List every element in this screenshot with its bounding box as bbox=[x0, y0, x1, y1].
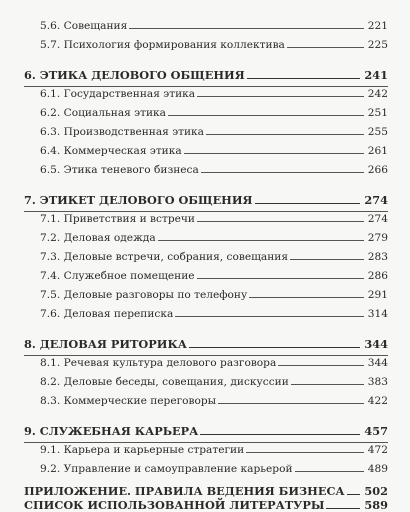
leader-line bbox=[278, 364, 363, 366]
toc-entry-page: 221 bbox=[367, 20, 388, 32]
toc-entry-title: 9.2. Управление и самоуправление карьерой bbox=[40, 463, 293, 475]
section-rule bbox=[24, 355, 388, 356]
toc-entry bbox=[40, 126, 388, 138]
toc-entry bbox=[40, 145, 388, 157]
leader-line bbox=[197, 277, 364, 279]
toc-entry-page: 383 bbox=[367, 376, 388, 388]
toc-entry-title: 6.5. Этика теневого бизнеса bbox=[40, 164, 199, 176]
toc-entry bbox=[40, 251, 388, 263]
toc-entry-title: 7.6. Деловая переписка bbox=[40, 308, 174, 320]
toc-entry-page: 422 bbox=[367, 395, 388, 407]
toc-entry bbox=[40, 395, 388, 407]
toc-entry bbox=[40, 88, 388, 100]
leader-line bbox=[168, 114, 364, 116]
toc-chapter-title: 7. ЭТИКЕТ ДЕЛОВОГО ОБЩЕНИЯ bbox=[24, 193, 253, 207]
toc-bibliography-entry bbox=[24, 498, 388, 512]
toc-entry bbox=[40, 39, 388, 51]
toc-entry-title: 7.1. Приветствия и встречи bbox=[40, 213, 195, 225]
toc-appendix-entry bbox=[24, 484, 388, 498]
toc-entry bbox=[40, 289, 388, 301]
toc-entry-page: 261 bbox=[367, 145, 388, 157]
section-rule bbox=[24, 86, 388, 87]
toc-entry-title: 7.2. Деловая одежда bbox=[40, 232, 156, 244]
leader-line bbox=[246, 451, 364, 453]
toc-entry-title: 7.5. Деловые разговоры по телефону bbox=[40, 289, 248, 301]
toc-entry-page: 274 bbox=[367, 213, 388, 225]
leader-line bbox=[206, 133, 364, 135]
toc-entry bbox=[40, 444, 388, 456]
toc-entry-title: 6.3. Производственная этика bbox=[40, 126, 204, 138]
toc-chapter-page: 274 bbox=[364, 193, 388, 207]
toc-chapter-entry bbox=[24, 193, 388, 207]
leader-line bbox=[197, 95, 364, 97]
toc-entry-page: 225 bbox=[367, 39, 388, 51]
toc-entry-page: 242 bbox=[367, 88, 388, 100]
toc-entry bbox=[40, 232, 388, 244]
toc-entry-title: 9.1. Карьера и карьерные стратегии bbox=[40, 444, 245, 456]
toc-chapter-title: ПРИЛОЖЕНИЕ. ПРАВИЛА ВЕДЕНИЯ БИЗНЕСА bbox=[24, 484, 345, 498]
toc-chapter-page: 457 bbox=[364, 424, 388, 438]
leader-line bbox=[347, 493, 361, 495]
toc-entry-page: 291 bbox=[367, 289, 388, 301]
toc-entry-page: 489 bbox=[367, 463, 388, 475]
leader-line bbox=[200, 433, 360, 435]
toc-chapter-page: 241 bbox=[364, 68, 388, 82]
toc-entry bbox=[40, 308, 388, 320]
toc-entry-page: 279 bbox=[367, 232, 388, 244]
leader-line bbox=[290, 258, 364, 260]
toc-entry bbox=[40, 463, 388, 475]
toc-entry-page: 251 bbox=[367, 107, 388, 119]
leader-line bbox=[184, 152, 364, 154]
toc-entry bbox=[40, 376, 388, 388]
leader-line bbox=[249, 296, 364, 298]
toc-entry-title: 6.1. Государственная этика bbox=[40, 88, 196, 100]
leader-line bbox=[175, 315, 363, 317]
leader-line bbox=[189, 346, 360, 348]
toc-chapter-title: 6. ЭТИКА ДЕЛОВОГО ОБЩЕНИЯ bbox=[24, 68, 245, 82]
toc-entry-page: 286 bbox=[367, 270, 388, 282]
leader-line bbox=[326, 507, 360, 509]
toc-chapter-page: 344 bbox=[364, 337, 388, 351]
toc-entry-title: 8.3. Коммерческие переговоры bbox=[40, 395, 217, 407]
toc-entry-title: 7.3. Деловые встречи, собрания, совещания bbox=[40, 251, 289, 263]
toc-entry-title: 6.2. Социальная этика bbox=[40, 107, 166, 119]
toc-chapter-entry bbox=[24, 68, 388, 82]
toc-chapter-entry bbox=[24, 424, 388, 438]
toc-entry-title: 5.6. Совещания bbox=[40, 20, 128, 32]
toc-entry bbox=[40, 213, 388, 225]
toc-entry-page: 314 bbox=[367, 308, 388, 320]
leader-line bbox=[255, 202, 361, 204]
leader-line bbox=[197, 220, 364, 222]
toc-entry-page: 255 bbox=[367, 126, 388, 138]
toc-entry-title: 8.1. Речевая культура делового разговора bbox=[40, 357, 277, 369]
toc-entry bbox=[40, 357, 388, 369]
toc-entry-page: 266 bbox=[367, 164, 388, 176]
toc-chapter-title: 8. ДЕЛОВАЯ РИТОРИКА bbox=[24, 337, 187, 351]
leader-line bbox=[295, 470, 364, 472]
toc-chapter-title: СПИСОК ИСПОЛЬЗОВАННОЙ ЛИТЕРАТУРЫ bbox=[24, 498, 325, 512]
toc-chapter-entry bbox=[24, 337, 388, 351]
toc-entry bbox=[40, 107, 388, 119]
section-rule bbox=[24, 211, 388, 212]
toc-entry-page: 344 bbox=[367, 357, 388, 369]
leader-line bbox=[129, 27, 363, 29]
leader-line bbox=[291, 383, 364, 385]
leader-line bbox=[201, 171, 364, 173]
leader-line bbox=[158, 239, 364, 241]
toc-entry bbox=[40, 164, 388, 176]
toc-entry-title: 5.7. Психология формирования коллектива bbox=[40, 39, 285, 51]
toc-chapter-page: 502 bbox=[364, 484, 388, 498]
toc-entry-page: 283 bbox=[367, 251, 388, 263]
leader-line bbox=[247, 77, 361, 79]
toc-chapter-page: 589 bbox=[364, 498, 388, 512]
section-rule bbox=[24, 442, 388, 443]
toc-entry-page: 472 bbox=[367, 444, 388, 456]
toc-entry-title: 8.2. Деловые беседы, совещания, дискуссии bbox=[40, 376, 289, 388]
toc-entry-title: 6.4. Коммерческая этика bbox=[40, 145, 182, 157]
leader-line bbox=[218, 402, 364, 404]
leader-line bbox=[287, 46, 364, 48]
toc-entry bbox=[40, 20, 388, 32]
toc-chapter-title: 9. СЛУЖЕБНАЯ КАРЬЕРА bbox=[24, 424, 199, 438]
toc-entry-title: 7.4. Служебное помещение bbox=[40, 270, 195, 282]
toc-entry bbox=[40, 270, 388, 282]
